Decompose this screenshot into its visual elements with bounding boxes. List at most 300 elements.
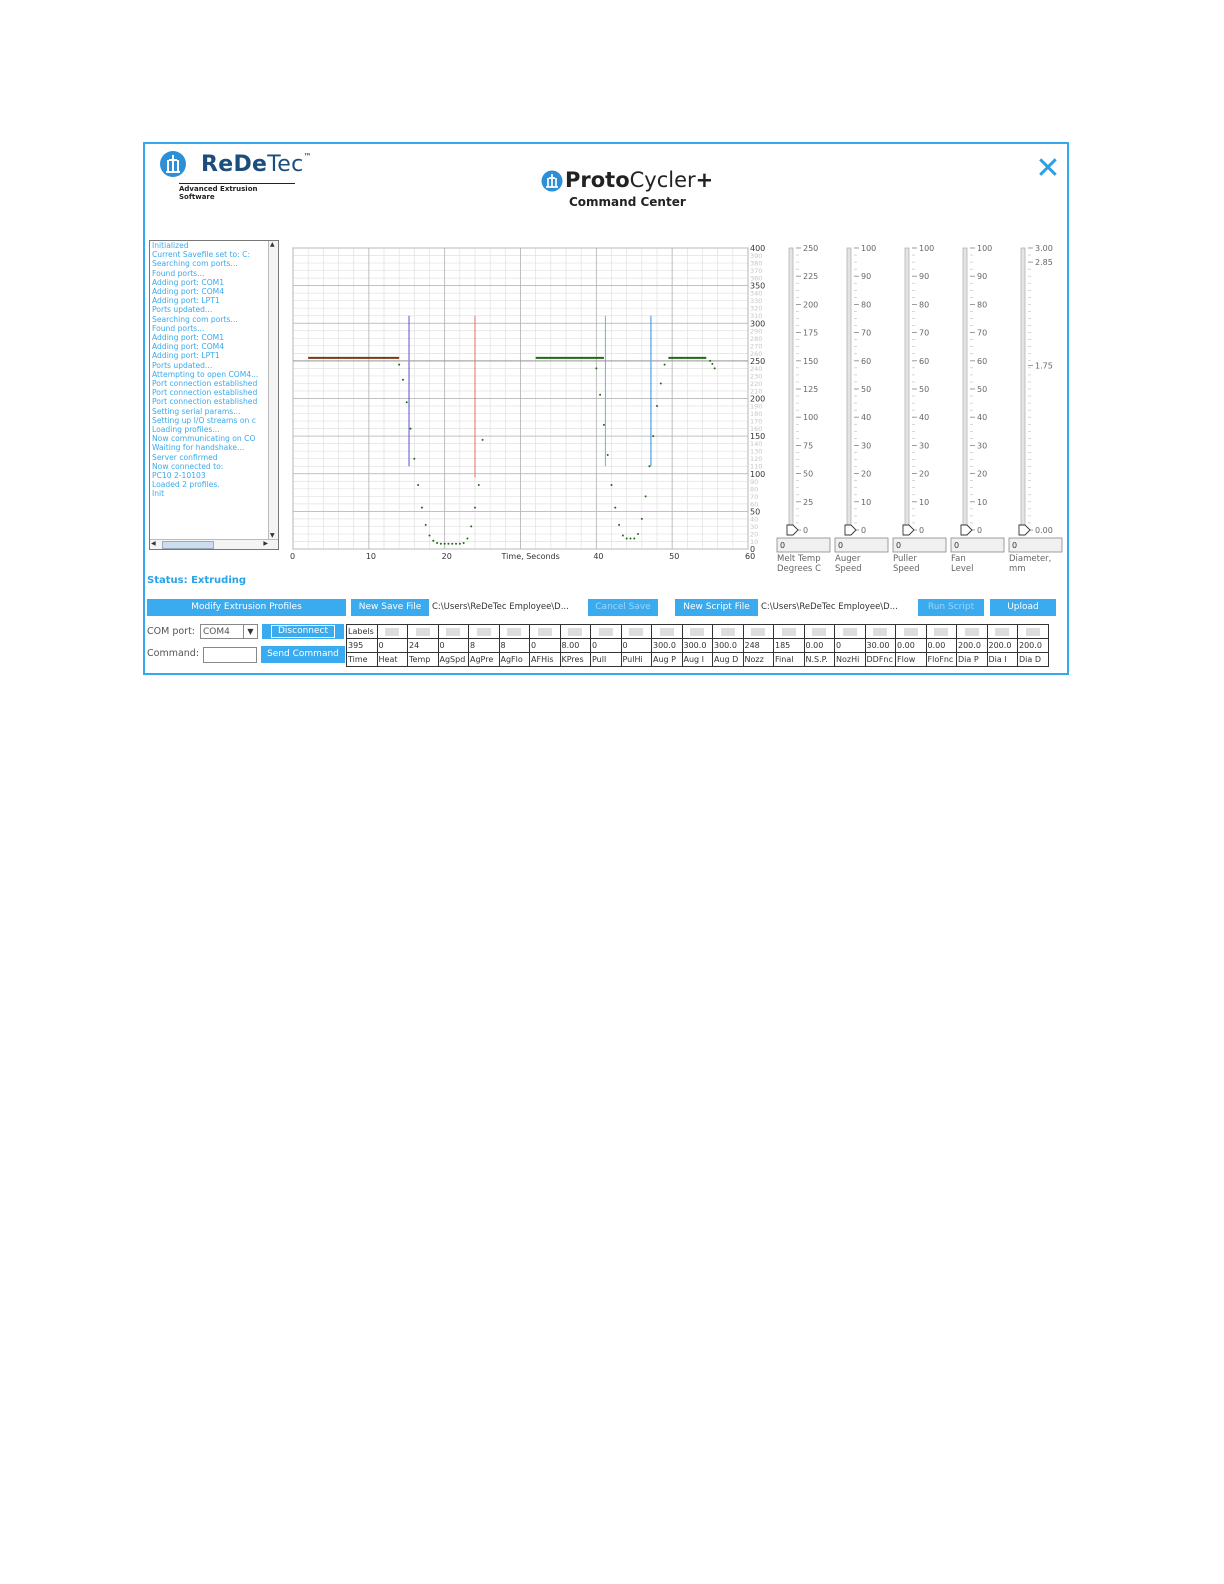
send-command-button[interactable]: Send Command [261, 646, 345, 663]
gauge-value: 0 [1012, 541, 1018, 550]
gauge-value: 0 [896, 541, 902, 550]
table-label-cell [804, 625, 835, 639]
data-point [463, 542, 465, 544]
y-tick-minor-label: 240 [750, 364, 763, 373]
y-tick-minor-label: 310 [750, 312, 763, 321]
gauge-tick-label: 30 [919, 441, 930, 451]
gauge-slider-thumb [845, 525, 856, 535]
table-header-cell: DDFnc [865, 653, 896, 667]
y-tick-minor-label: 390 [750, 252, 763, 261]
table-header-cell: N.S.P. [804, 653, 835, 667]
y-tick-minor-label: 80 [750, 485, 759, 494]
table-header-cell: Flow [896, 653, 927, 667]
table-label-cell [499, 625, 530, 639]
data-point [478, 484, 480, 486]
table-value-cell: 0 [835, 639, 866, 653]
log-line: Adding port: COM4 [152, 342, 225, 352]
gauge-tick-label: 80 [977, 300, 988, 310]
log-line: Loaded 2 profiles. [152, 480, 220, 490]
table-value-cell: 0 [621, 639, 652, 653]
label-placeholder [812, 628, 826, 636]
gauge-label: Fan [951, 554, 966, 564]
table-label-cell [865, 625, 896, 639]
data-point [459, 543, 461, 545]
log-vertical-scrollbar[interactable] [268, 241, 278, 539]
gauge-tick-label: 60 [919, 356, 930, 366]
gauge-tick-label: 30 [861, 441, 872, 451]
data-point [652, 435, 654, 437]
data-point [664, 364, 666, 366]
extrusion-chart [291, 240, 771, 570]
table-value-cell: 0.00 [896, 639, 927, 653]
data-point [406, 401, 408, 403]
table-header-cell: Nozz [743, 653, 774, 667]
table-label-cell [652, 625, 683, 639]
dropdown-arrow-icon[interactable]: ▼ [243, 625, 257, 638]
table-header-cell: Dia I [987, 653, 1018, 667]
gauge-tick-label: 0 [919, 526, 925, 535]
y-tick-minor-label: 140 [750, 440, 763, 449]
label-placeholder [721, 628, 735, 636]
scroll-down-icon[interactable]: ▼ [270, 532, 275, 539]
data-point [398, 364, 400, 366]
log-line: Adding port: COM1 [152, 277, 225, 287]
command-input[interactable] [203, 647, 257, 663]
gauge-tick-label: 0 [861, 526, 867, 535]
log-line: Now connected to: [152, 461, 224, 471]
table-label-cell [957, 625, 988, 639]
table-header-cell: Heat [377, 653, 408, 667]
gauge-tick-label: 90 [861, 272, 872, 282]
table-label-cell [560, 625, 591, 639]
y-tick-minor-label: 130 [750, 447, 763, 456]
x-tick-label: 40 [593, 552, 604, 561]
x-tick-label: 10 [365, 552, 377, 561]
disconnect-label: Disconnect [271, 625, 335, 638]
y-tick-label: 300 [750, 319, 766, 329]
gauge-value: 0 [780, 541, 786, 550]
table-label-cell [621, 625, 652, 639]
label-placeholder [477, 628, 491, 636]
data-point [603, 424, 605, 426]
table-label-cell [530, 625, 561, 639]
y-tick-minor-label: 320 [750, 304, 763, 313]
label-placeholder [873, 628, 887, 636]
log-line: Ports updated... [152, 360, 213, 370]
log-line: Now communicating on CO [152, 434, 256, 444]
table-header-cell: Dia D [1018, 653, 1049, 667]
log-line: Found ports... [152, 268, 205, 278]
log-line: Port connection established [152, 388, 258, 398]
gauge-tick-label: 20 [919, 469, 930, 479]
data-point [611, 484, 613, 486]
data-point [451, 543, 453, 545]
gauge-label: Diameter, [1009, 554, 1052, 564]
disconnect-button[interactable] [262, 624, 344, 639]
table-value-cell: 248 [743, 639, 774, 653]
log-line: Server confirmed [152, 452, 218, 462]
gauge-tick-label: 125 [803, 385, 819, 394]
log-panel[interactable] [149, 240, 279, 550]
scroll-up-icon[interactable]: ▲ [270, 241, 275, 248]
cancel-save-button[interactable]: Cancel Save [588, 599, 658, 616]
gauge-tick-label: 100 [919, 244, 935, 253]
data-point [436, 542, 438, 544]
data-point [622, 534, 624, 536]
data-point [656, 405, 658, 407]
gauge-tick-label: 80 [919, 300, 930, 310]
table-label-cell [591, 625, 622, 639]
upload-button[interactable]: Upload [990, 599, 1056, 616]
log-line: Ports updated... [152, 305, 213, 315]
data-point [470, 525, 472, 527]
label-placeholder [416, 628, 430, 636]
table-row-label: Labels [347, 625, 378, 639]
y-tick-minor-label: 170 [750, 417, 763, 426]
close-icon[interactable]: ✕ [1035, 151, 1061, 186]
redetec-logo-icon [159, 150, 187, 178]
gauge-tick-label: 40 [977, 413, 988, 423]
gauge-track [789, 248, 793, 530]
y-tick-minor-label: 60 [750, 500, 759, 509]
data-point [474, 507, 476, 509]
label-placeholder [385, 628, 399, 636]
gauge-tick-label: 225 [803, 272, 819, 282]
table-label-cell [408, 625, 439, 639]
data-point [645, 495, 647, 497]
table-row-headers [347, 653, 1049, 667]
data-point [599, 394, 601, 396]
table-header-cell: Final [774, 653, 805, 667]
scroll-left-icon[interactable]: ◀ [151, 540, 156, 547]
log-line: Adding port: COM1 [152, 333, 225, 343]
gauge-tick-label: 80 [861, 300, 872, 310]
modify-profiles-button[interactable]: Modify Extrusion Profiles [147, 599, 346, 616]
script-file-path: C:\Users\ReDeTec Employee\D... [761, 602, 898, 612]
data-point [714, 367, 716, 369]
table-header-cell: PulHi [621, 653, 652, 667]
y-tick-minor-label: 160 [750, 425, 763, 434]
label-placeholder [904, 628, 918, 636]
brand-name: ReDeTec™ [201, 152, 312, 177]
table-label-cell [438, 625, 469, 639]
gauge-tick-label: 3.00 [1035, 244, 1053, 253]
log-line: Current Savefile set to: C: [152, 250, 251, 260]
gauge-tick-label: 100 [803, 413, 819, 423]
label-placeholder [1026, 628, 1040, 636]
app-title [541, 168, 721, 212]
log-line: Port connection established [152, 379, 258, 389]
log-line: Waiting for handshake... [152, 443, 245, 453]
data-point [466, 537, 468, 539]
table-value-cell: 8.00 [560, 639, 591, 653]
table-header-cell: Pull [591, 653, 622, 667]
x-axis-label: Time, Seconds [501, 552, 560, 561]
scroll-right-icon[interactable]: ▶ [263, 540, 268, 547]
gauge-label: mm [1009, 564, 1026, 574]
label-placeholder [660, 628, 674, 636]
log-line: Adding port: LPT1 [152, 296, 220, 306]
table-value-cell: 200.0 [1018, 639, 1049, 653]
table-value-cell: 200.0 [987, 639, 1018, 653]
table-value-cell: 0.00 [926, 639, 957, 653]
log-line: Initialized [152, 241, 189, 250]
gauge-label: Speed [893, 564, 920, 574]
log-line: PC10 2-10103 [152, 471, 206, 481]
y-tick-minor-label: 190 [750, 402, 763, 411]
label-placeholder [538, 628, 552, 636]
data-point [402, 379, 404, 381]
data-point [607, 454, 609, 456]
y-tick-minor-label: 10 [750, 537, 759, 546]
y-tick-minor-label: 90 [750, 477, 759, 486]
log-line: Searching com ports... [152, 314, 238, 324]
redetec-logo [159, 148, 312, 201]
run-script-button[interactable]: Run Script [918, 599, 984, 616]
table-header-cell: NozHi [835, 653, 866, 667]
data-point [614, 507, 616, 509]
y-tick-minor-label: 260 [750, 349, 763, 358]
log-line: Port connection established [152, 397, 258, 407]
y-tick-label: 350 [750, 281, 766, 291]
data-point [410, 428, 412, 430]
gauge-label: Speed [835, 564, 862, 574]
table-value-cell: 30.00 [865, 639, 896, 653]
data-point [660, 382, 662, 384]
table-label-cell [713, 625, 744, 639]
label-placeholder [843, 628, 857, 636]
y-tick-label: 100 [750, 469, 766, 479]
y-tick-minor-label: 110 [750, 462, 763, 471]
data-point [455, 543, 457, 545]
table-value-cell: 8 [499, 639, 530, 653]
y-tick-minor-label: 70 [750, 492, 759, 501]
table-header-cell: Temp [408, 653, 439, 667]
gauge-label: Melt Temp [777, 554, 821, 564]
x-tick-label: 20 [441, 552, 452, 561]
new-script-file-button[interactable]: New Script File [675, 599, 758, 616]
table-label-cell [774, 625, 805, 639]
y-tick-minor-label: 220 [750, 379, 763, 388]
gauge-slider-thumb [787, 525, 798, 535]
y-tick-minor-label: 180 [750, 410, 763, 419]
log-lines [150, 241, 278, 499]
data-point [637, 533, 639, 535]
new-save-file-button[interactable]: New Save File [351, 599, 429, 616]
gauge-track [905, 248, 909, 530]
label-placeholder [599, 628, 613, 636]
gauge-tick-label: 70 [919, 328, 930, 338]
gauge-tick-label: 60 [977, 356, 988, 366]
table-value-cell: 185 [774, 639, 805, 653]
table-label-cell [987, 625, 1018, 639]
table-header-cell: Dia P [957, 653, 988, 667]
y-tick-minor-label: 340 [750, 289, 763, 298]
log-line: Loading profiles... [152, 425, 220, 435]
table-label-cell [377, 625, 408, 639]
table-value-cell: 24 [408, 639, 439, 653]
scroll-thumb[interactable] [162, 541, 214, 549]
y-tick-minor-label: 40 [750, 515, 759, 524]
y-tick-minor-label: 330 [750, 297, 763, 306]
app-window [143, 142, 1069, 675]
x-tick-label: 50 [669, 552, 680, 561]
gauge-tick-label: 90 [919, 272, 930, 282]
y-tick-label: 250 [750, 356, 766, 366]
label-placeholder [751, 628, 765, 636]
table-header-cell: AgFlo [499, 653, 530, 667]
gauge-tick-label: 20 [977, 469, 988, 479]
gauge-tick-label: 75 [803, 441, 814, 451]
data-point [709, 360, 711, 362]
data-point [440, 543, 442, 545]
data-point [447, 543, 449, 545]
gauge-track [1021, 248, 1025, 530]
log-line: Attempting to open COM4... [152, 369, 259, 379]
table-value-cell: 395 [347, 639, 378, 653]
table-value-cell: 8 [469, 639, 500, 653]
gauge-slider-thumb [961, 525, 972, 535]
data-point [413, 458, 415, 460]
table-header-cell: Aug P [652, 653, 683, 667]
gauge-tick-label: 25 [803, 497, 814, 507]
table-value-cell: 0 [591, 639, 622, 653]
status-text: Status: Extruding [147, 575, 247, 586]
data-point [595, 367, 597, 369]
gauge-tick-label: 10 [919, 497, 930, 507]
brand-tagline: Advanced Extrusion Software [179, 183, 295, 201]
data-point [482, 439, 484, 441]
gauge-slider-thumb [1019, 525, 1030, 535]
com-port-value: COM4 [203, 627, 230, 637]
y-tick-label: 50 [750, 507, 761, 517]
data-point [444, 543, 446, 545]
data-point [629, 537, 631, 539]
app-title-text: ProtoCycler+ [565, 168, 714, 192]
label-placeholder [995, 628, 1009, 636]
y-tick-minor-label: 230 [750, 372, 763, 381]
gauge-tick-label: 0.00 [1035, 526, 1053, 535]
parameter-table [346, 624, 1049, 667]
gauge-value: 0 [838, 541, 844, 550]
log-line: Setting serial params... [152, 406, 241, 416]
save-file-path: C:\Users\ReDeTec Employee\D... [432, 602, 569, 612]
gauge-tick-label: 50 [803, 469, 814, 479]
y-tick-minor-label: 370 [750, 267, 763, 276]
gauge-tick-label: 0 [803, 526, 809, 535]
gauge-tick-label: 100 [977, 244, 993, 253]
log-line: Setting up I/O streams on c [152, 415, 256, 425]
table-header-cell: AgSpd [438, 653, 469, 667]
log-line: Init [152, 489, 165, 499]
table-label-cell [926, 625, 957, 639]
gauge-tick-label: 0 [977, 526, 983, 535]
label-placeholder [629, 628, 643, 636]
y-tick-label: 0 [750, 545, 756, 554]
y-tick-minor-label: 270 [750, 342, 763, 351]
gauge-tick-label: 50 [919, 385, 930, 394]
gauge-tick-label: 150 [803, 356, 819, 366]
gauge-value: 0 [954, 541, 960, 550]
gauge-label: Level [951, 564, 974, 574]
label-placeholder [690, 628, 704, 636]
data-point [417, 484, 419, 486]
gauge-tick-label: 40 [919, 413, 930, 423]
table-label-cell [469, 625, 500, 639]
x-tick-label: 60 [745, 552, 756, 561]
table-header-cell: Aug D [713, 653, 744, 667]
gauge-tick-label: 1.75 [1035, 361, 1053, 371]
table-header-cell: Aug I [682, 653, 713, 667]
data-point [641, 518, 643, 520]
data-point [432, 540, 434, 542]
com-port-label: COM port: [147, 626, 196, 637]
table-label-cell [682, 625, 713, 639]
table-label-cell [1018, 625, 1049, 639]
app-subtitle: Command Center [569, 195, 686, 209]
gauge-label: Degrees C [777, 564, 822, 574]
gauge-tick-label: 60 [861, 356, 872, 366]
y-tick-label: 200 [750, 394, 766, 404]
label-placeholder [507, 628, 521, 636]
log-horizontal-scrollbar[interactable] [150, 539, 278, 549]
log-line: Adding port: LPT1 [152, 351, 220, 361]
table-header-cell: KPres [560, 653, 591, 667]
data-point [421, 507, 423, 509]
table-header-cell: FloFnc [926, 653, 957, 667]
gauge-tick-label: 175 [803, 328, 819, 338]
data-point [633, 537, 635, 539]
table-value-cell: 0 [377, 639, 408, 653]
gauge-label: Puller [893, 554, 917, 564]
gauge-tick-label: 200 [803, 300, 819, 310]
gauge-tick-label: 2.85 [1035, 258, 1053, 268]
gauge-tick-label: 70 [977, 328, 988, 338]
y-tick-minor-label: 380 [750, 259, 763, 268]
gauge-track [847, 248, 851, 530]
gauge-label: Auger [835, 554, 861, 564]
label-placeholder [934, 628, 948, 636]
gauge-track [963, 248, 967, 530]
y-tick-minor-label: 120 [750, 455, 763, 464]
data-point [648, 465, 650, 467]
data-point [429, 534, 431, 536]
table-value-cell: 0 [438, 639, 469, 653]
table-value-cell: 300.0 [713, 639, 744, 653]
gauge-tick-label: 40 [861, 413, 872, 423]
table-label-cell [743, 625, 774, 639]
y-tick-minor-label: 30 [750, 522, 759, 531]
label-placeholder [782, 628, 796, 636]
y-tick-minor-label: 210 [750, 387, 763, 396]
gauge-tick-label: 70 [861, 328, 872, 338]
y-tick-label: 400 [750, 244, 766, 253]
com-port-select[interactable] [200, 624, 258, 639]
y-tick-minor-label: 290 [750, 327, 763, 336]
table-label-cell [835, 625, 866, 639]
label-placeholder [568, 628, 582, 636]
table-label-cell [896, 625, 927, 639]
data-point [618, 524, 620, 526]
gauge-tick-label: 10 [977, 497, 988, 507]
y-tick-minor-label: 360 [750, 274, 763, 283]
x-tick-label: 0 [290, 552, 296, 561]
log-line: Searching com ports... [152, 259, 238, 269]
table-row-values [347, 639, 1049, 653]
gauge-slider-thumb [903, 525, 914, 535]
y-tick-minor-label: 280 [750, 334, 763, 343]
label-placeholder [446, 628, 460, 636]
